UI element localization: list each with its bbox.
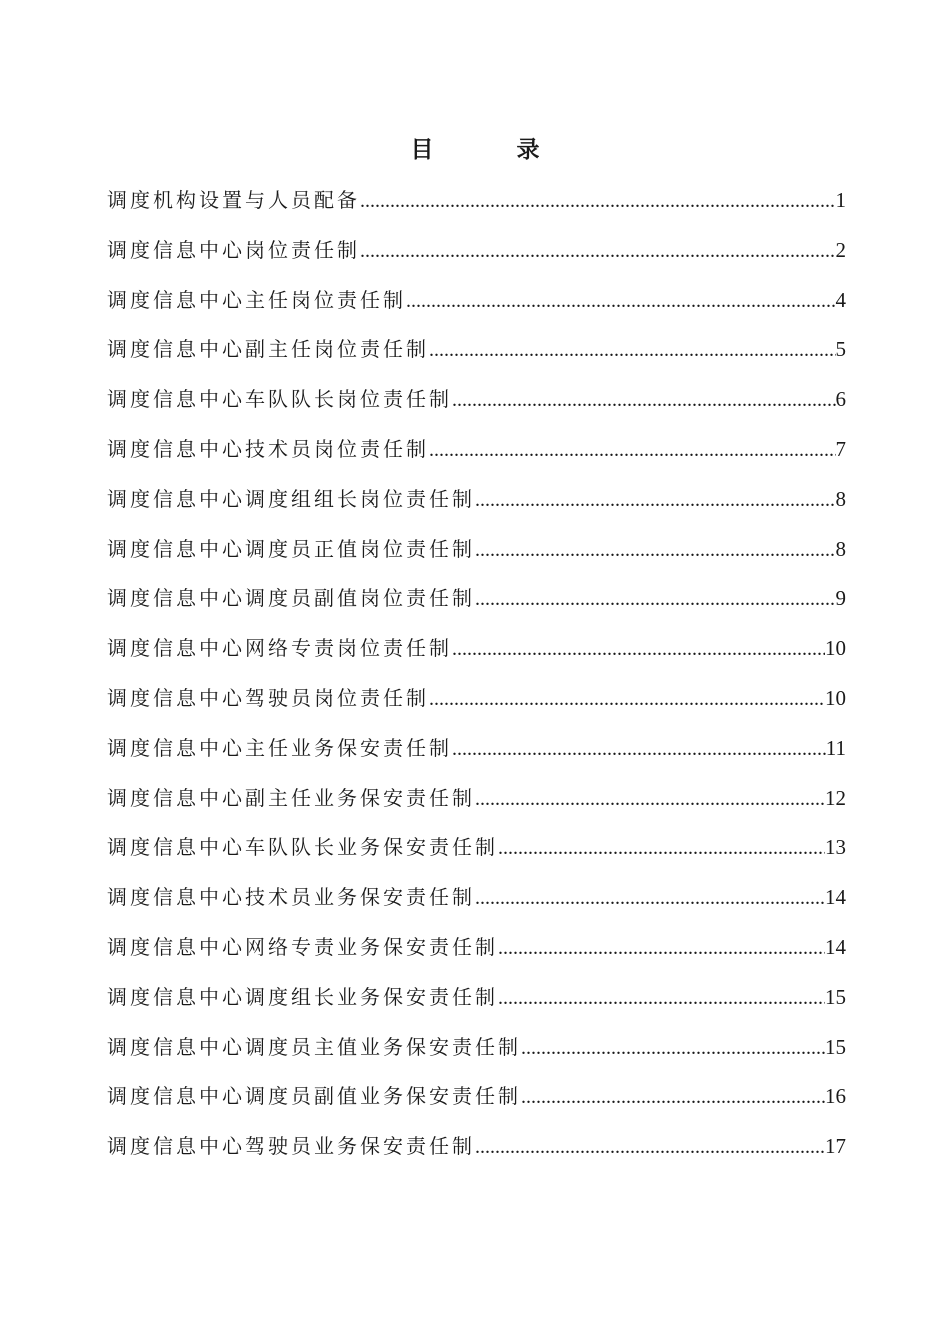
toc-entry-page-number: 9	[835, 586, 846, 611]
toc-entry[interactable]	[107, 580, 846, 630]
toc-entry[interactable]	[107, 531, 846, 581]
toc-leader-dots	[475, 1129, 825, 1165]
toc-entry-label: 调度信息中心调度员副值岗位责任制	[107, 586, 475, 611]
toc-entry-page-number: 2	[835, 237, 846, 262]
toc-leader-dots	[475, 781, 825, 817]
toc-entry[interactable]	[107, 331, 846, 381]
toc-entry[interactable]	[107, 232, 846, 282]
toc-leader-dots	[406, 283, 836, 319]
toc-entry-page-number: 15	[825, 984, 846, 1009]
toc-leader-dots	[498, 830, 825, 866]
toc-entry[interactable]	[107, 431, 846, 481]
toc-leader-dots	[452, 382, 836, 418]
toc-entry-page-number: 5	[835, 337, 846, 362]
toc-entry-page-number: 15	[825, 1034, 846, 1059]
toc-entry-page-number: 14	[825, 934, 846, 959]
toc-entry-label: 调度信息中心车队队长业务保安责任制	[107, 835, 498, 860]
toc-entry-page-number: 8	[835, 536, 846, 561]
toc-entry[interactable]	[107, 680, 846, 730]
toc-entry-page-number: 17	[825, 1134, 846, 1159]
toc-entry-page-number: 11	[825, 735, 846, 760]
toc-entry[interactable]	[107, 730, 846, 780]
toc-entry[interactable]	[107, 979, 846, 1029]
toc-leader-dots	[475, 880, 825, 916]
toc-leader-dots	[498, 980, 825, 1016]
toc-entry-label: 调度信息中心网络专责业务保安责任制	[107, 934, 498, 959]
toc-entry[interactable]	[107, 1128, 846, 1178]
toc-entry-label: 调度信息中心调度员正值岗位责任制	[107, 536, 475, 561]
toc-leader-dots	[521, 1079, 825, 1115]
toc-leader-dots	[429, 432, 836, 468]
toc-entry[interactable]	[107, 630, 846, 680]
toc-entry-page-number: 10	[825, 685, 846, 710]
toc-entry-label: 调度信息中心副主任业务保安责任制	[107, 785, 475, 810]
toc-entry-label: 调度信息中心调度组长业务保安责任制	[107, 984, 498, 1009]
toc-entry-label: 调度信息中心技术员岗位责任制	[107, 436, 429, 461]
toc-entry-page-number: 14	[825, 885, 846, 910]
toc-entry-page-number: 6	[835, 387, 846, 412]
toc-entry-page-number: 4	[835, 287, 846, 312]
toc-entry[interactable]	[107, 381, 846, 431]
toc-leader-dots	[475, 532, 836, 568]
toc-entry-label: 调度信息中心驾驶员业务保安责任制	[107, 1134, 475, 1159]
toc-entry-label: 调度信息中心主任岗位责任制	[107, 287, 406, 312]
toc-entry[interactable]	[107, 282, 846, 332]
toc-entry-page-number: 7	[835, 436, 846, 461]
toc-entry[interactable]	[107, 1078, 846, 1128]
toc-leader-dots	[475, 482, 836, 518]
toc-entry-label: 调度信息中心网络专责岗位责任制	[107, 636, 452, 661]
toc-entry-page-number: 12	[825, 785, 846, 810]
toc-entry-label: 调度信息中心主任业务保安责任制	[107, 735, 452, 760]
toc-title: 目 录	[410, 136, 570, 163]
toc-entry-label: 调度信息中心驾驶员岗位责任制	[107, 685, 429, 710]
toc-entry[interactable]	[107, 879, 846, 929]
toc-leader-dots	[521, 1030, 825, 1066]
toc-entry-label: 调度信息中心技术员业务保安责任制	[107, 885, 475, 910]
toc-leader-dots	[452, 631, 825, 667]
toc-leader-dots	[360, 233, 836, 269]
toc-entry[interactable]	[107, 829, 846, 879]
toc-leader-dots	[429, 332, 836, 368]
toc-entry-page-number: 1	[835, 188, 846, 212]
toc-entry-label: 调度机构设置与人员配备	[107, 188, 360, 212]
toc-entry-page-number: 13	[825, 835, 846, 860]
toc-entry[interactable]	[107, 182, 846, 232]
toc-leader-dots	[360, 183, 836, 219]
toc-entry-label: 调度信息中心副主任岗位责任制	[107, 337, 429, 362]
toc-entry-label: 调度信息中心车队队长岗位责任制	[107, 387, 452, 412]
toc-entry-label: 调度信息中心调度员主值业务保安责任制	[107, 1034, 521, 1059]
toc-entry-page-number: 8	[835, 486, 846, 511]
toc-leader-dots	[475, 581, 836, 617]
toc-entry-label: 调度信息中心岗位责任制	[107, 237, 360, 262]
toc-leader-dots	[452, 731, 826, 767]
toc-list	[107, 182, 846, 1178]
toc-entry-label: 调度信息中心调度组组长岗位责任制	[107, 486, 475, 511]
toc-leader-dots	[498, 930, 825, 966]
toc-entry-page-number: 16	[825, 1084, 846, 1109]
toc-entry[interactable]	[107, 780, 846, 830]
toc-entry[interactable]	[107, 481, 846, 531]
toc-entry-label: 调度信息中心调度员副值业务保安责任制	[107, 1084, 521, 1109]
toc-leader-dots	[429, 681, 825, 717]
toc-entry-page-number: 10	[825, 636, 846, 661]
toc-entry[interactable]	[107, 1029, 846, 1079]
toc-entry[interactable]	[107, 929, 846, 979]
